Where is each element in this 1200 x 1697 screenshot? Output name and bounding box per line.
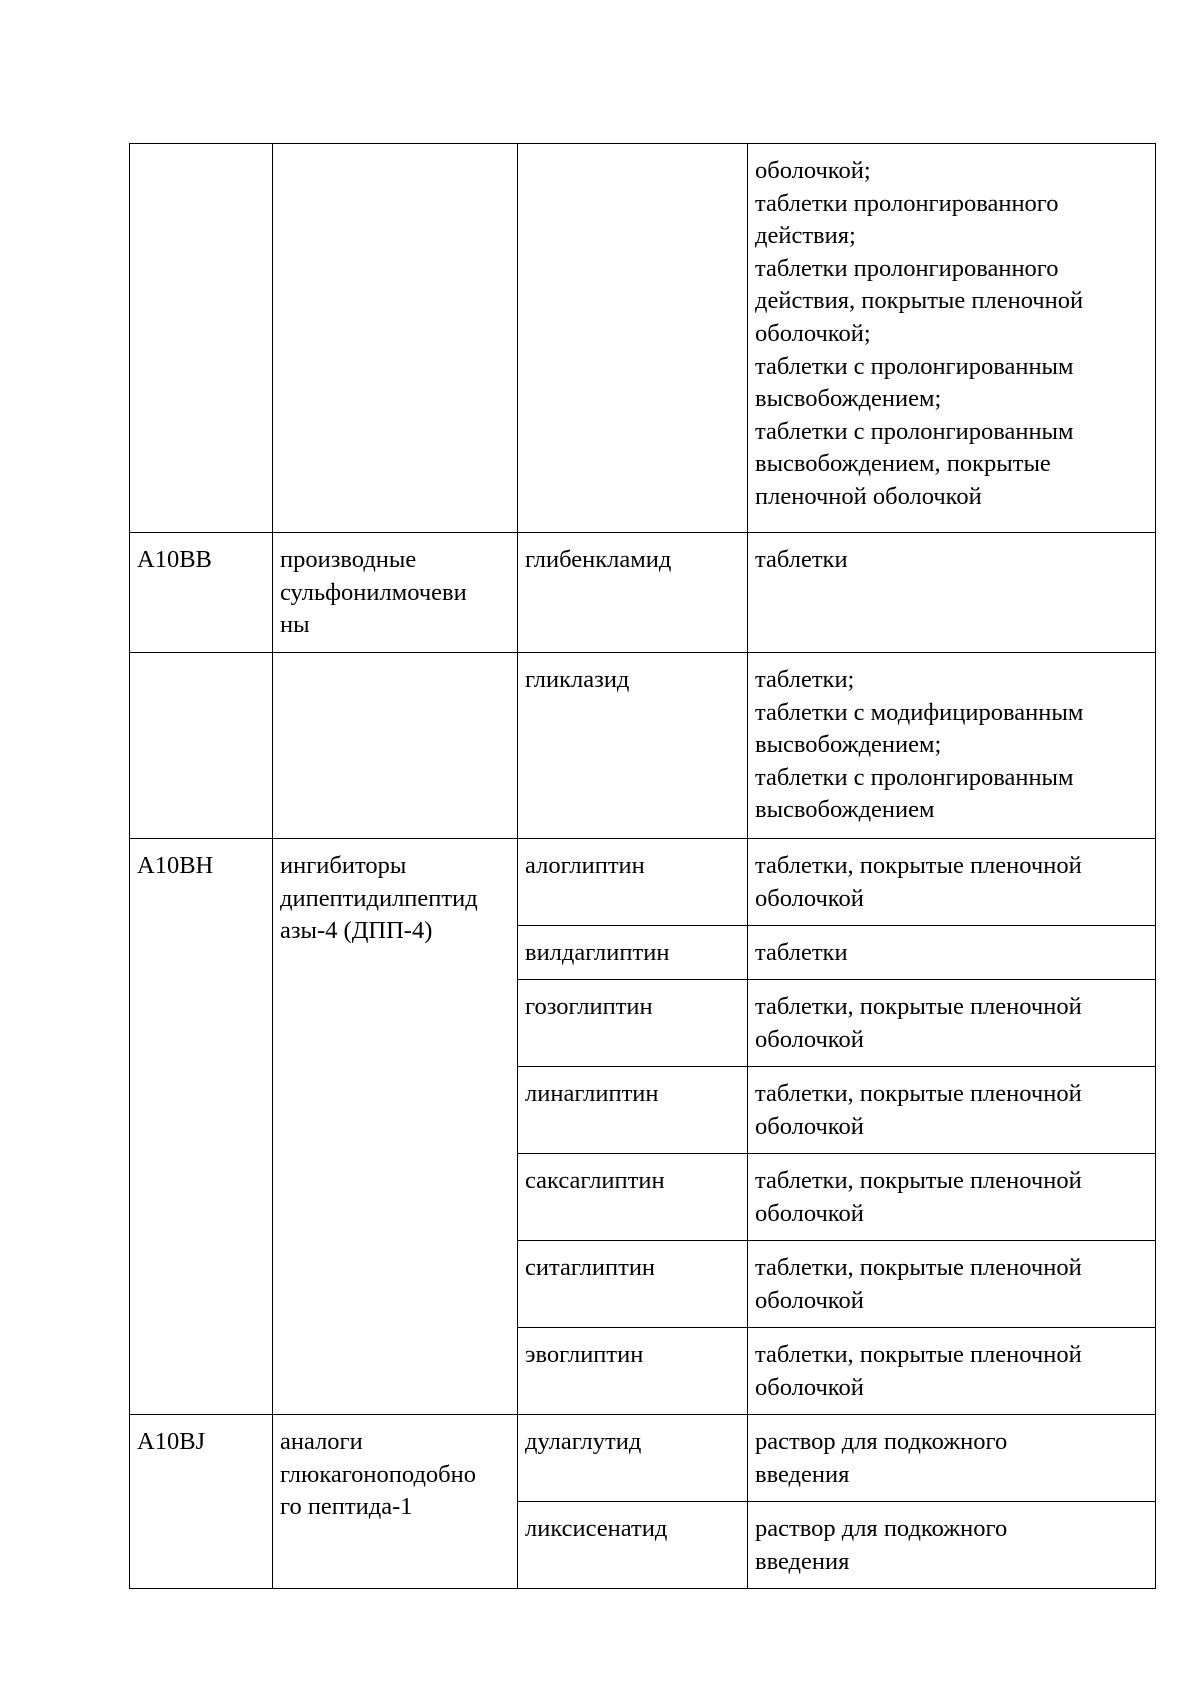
group-name-cell xyxy=(273,653,518,839)
group-name-line: ингибиторы xyxy=(280,852,407,879)
dosage-form-line: оболочкой xyxy=(755,1373,864,1401)
dosage-form-line: таблетки; xyxy=(755,666,855,693)
substance-cell: гозоглиптин xyxy=(518,980,748,1067)
dosage-forms-cell xyxy=(748,533,1156,653)
atc-code-cell xyxy=(130,653,273,839)
substance-cell: ситаглиптин xyxy=(518,1241,748,1328)
substance-cell: линаглиптин xyxy=(518,1067,748,1154)
table-row xyxy=(130,144,1156,533)
dosage-forms-cell xyxy=(748,1328,1156,1415)
dosage-form-line: таблетки, покрытые пленочной xyxy=(755,1080,1082,1107)
substance-cell: алоглиптин xyxy=(518,839,748,926)
dosage-form-line: таблетки с модифицированным xyxy=(755,698,1084,726)
dosage-form-line: раствор для подкожного xyxy=(755,1428,1008,1455)
dosage-form-line: таблетки, покрытые пленочной xyxy=(755,1167,1082,1194)
dosage-form-line: таблетки с пролонгированным xyxy=(755,417,1074,445)
table-row xyxy=(130,1415,1156,1502)
dosage-form-line: оболочкой; xyxy=(755,319,871,347)
substance-cell xyxy=(518,144,748,533)
atc-code-cell: A10BB xyxy=(130,533,273,653)
dosage-form-line: оболочкой xyxy=(755,1112,864,1140)
substance-cell: глибенкламид xyxy=(518,533,748,653)
table-row xyxy=(130,653,1156,839)
group-name-cell xyxy=(273,144,518,533)
group-name-cell xyxy=(273,839,518,1415)
substance-cell: дулаглутид xyxy=(518,1415,748,1502)
group-name-line: производные xyxy=(280,546,417,573)
group-name-line: ны xyxy=(280,611,310,639)
dosage-form-line: действия, покрытые пленочной xyxy=(755,287,1084,315)
group-name-line: дипептидилпептид xyxy=(280,884,478,912)
dosage-form-line: высвобождением xyxy=(755,796,935,824)
dosage-form-line: таблетки пролонгированного xyxy=(755,254,1059,282)
dosage-forms-cell xyxy=(748,1415,1156,1502)
dosage-form-line: оболочкой xyxy=(755,1199,864,1227)
atc-code-cell xyxy=(130,144,273,533)
substance-cell: гликлазид xyxy=(518,653,748,839)
dosage-forms-cell xyxy=(748,839,1156,926)
dosage-form-line: высвобождением; xyxy=(755,731,942,759)
dosage-form-line: таблетки, покрытые пленочной xyxy=(755,993,1082,1020)
group-name-cell xyxy=(273,533,518,653)
atc-code-cell: A10BJ xyxy=(130,1415,273,1589)
dosage-forms-cell xyxy=(748,1502,1156,1589)
dosage-forms-cell xyxy=(748,144,1156,533)
dosage-form-line: оболочкой xyxy=(755,1286,864,1314)
dosage-form-line: таблетки xyxy=(755,546,848,573)
dosage-form-line: введения xyxy=(755,1460,850,1488)
group-name-cell xyxy=(273,1415,518,1589)
dosage-form-line: таблетки, покрытые пленочной xyxy=(755,1254,1082,1281)
dosage-form-line: таблетки, покрытые пленочной xyxy=(755,852,1082,879)
table-row xyxy=(130,839,1156,926)
substance-cell: саксаглиптин xyxy=(518,1154,748,1241)
substance-cell: вилдаглиптин xyxy=(518,926,748,980)
dosage-forms-cell xyxy=(748,1067,1156,1154)
dosage-forms-cell xyxy=(748,653,1156,839)
dosage-form-line: высвобождением; xyxy=(755,385,942,413)
dosage-form-line: таблетки с пролонгированным xyxy=(755,352,1074,380)
dosage-form-line: введения xyxy=(755,1547,850,1575)
group-name-line: сульфонилмочеви xyxy=(280,578,467,606)
dosage-forms-cell xyxy=(748,1241,1156,1328)
dosage-form-line: оболочкой xyxy=(755,1025,864,1053)
dosage-forms-cell xyxy=(748,926,1156,980)
group-name-line: аналоги xyxy=(280,1428,363,1455)
group-name-line: го пептида-1 xyxy=(280,1493,413,1521)
dosage-form-line: раствор для подкожного xyxy=(755,1515,1008,1542)
dosage-form-line: таблетки xyxy=(755,939,848,966)
dosage-form-line: пленочной оболочкой xyxy=(755,482,982,510)
dosage-form-line: действия; xyxy=(755,222,856,250)
drug-classification-table xyxy=(129,143,1156,1589)
group-name-line: азы-4 (ДПП-4) xyxy=(280,917,433,945)
dosage-forms-cell xyxy=(748,1154,1156,1241)
dosage-form-line: таблетки, покрытые пленочной xyxy=(755,1341,1082,1368)
substance-cell: эвоглиптин xyxy=(518,1328,748,1415)
dosage-form-line: высвобождением, покрытые xyxy=(755,450,1051,478)
substance-cell: ликсисенатид xyxy=(518,1502,748,1589)
table-row xyxy=(130,533,1156,653)
dosage-forms-cell xyxy=(748,980,1156,1067)
group-name-line: глюкагоноподобно xyxy=(280,1460,476,1488)
dosage-form-line: оболочкой; xyxy=(755,157,871,184)
dosage-form-line: таблетки с пролонгированным xyxy=(755,763,1074,791)
atc-code-cell: A10BH xyxy=(130,839,273,1415)
dosage-form-line: оболочкой xyxy=(755,884,864,912)
dosage-form-line: таблетки пролонгированного xyxy=(755,189,1059,217)
